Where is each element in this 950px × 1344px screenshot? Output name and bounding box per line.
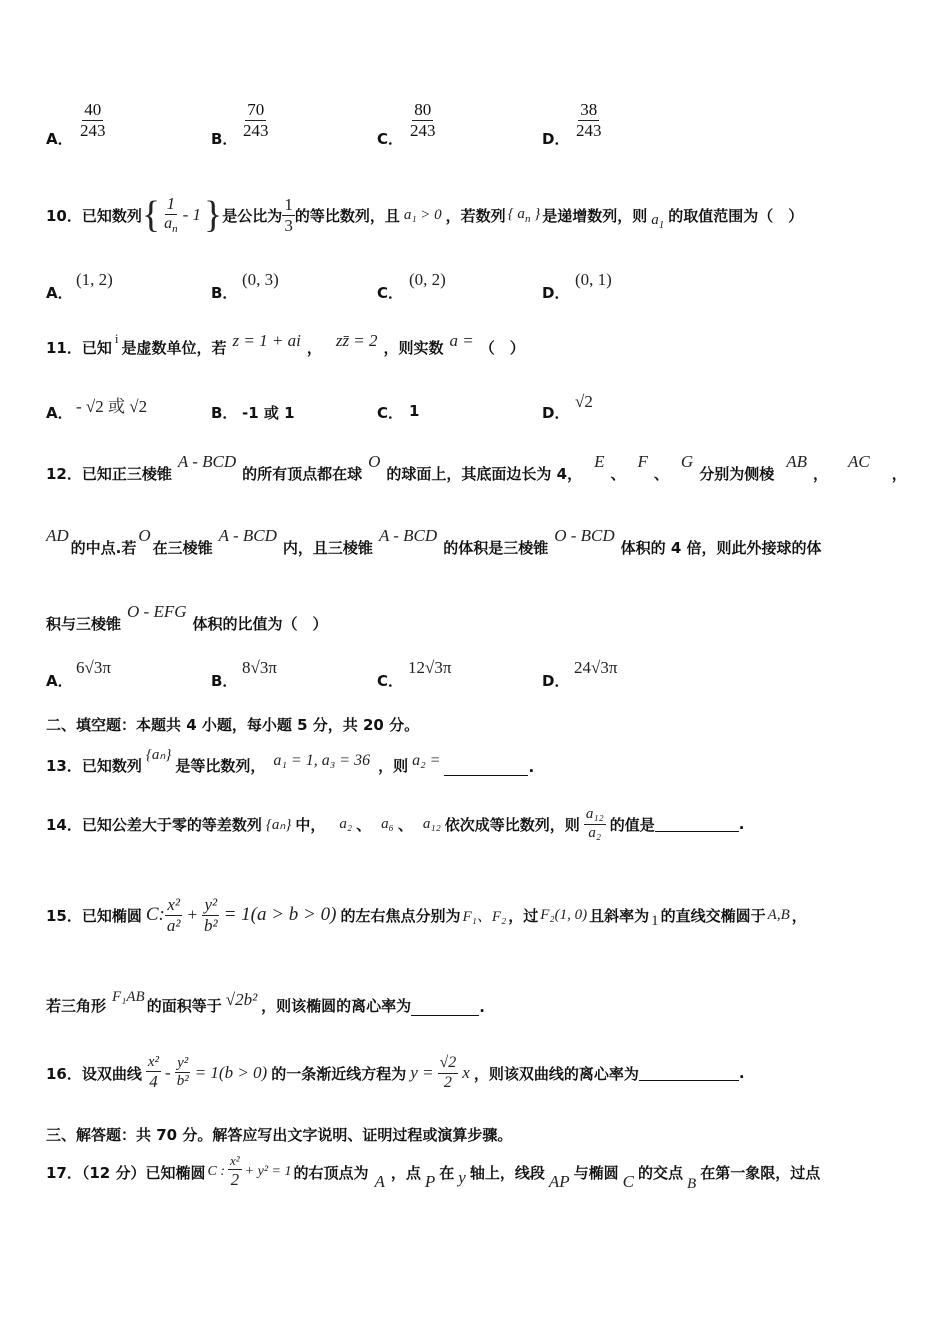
q13-answer-blank[interactable]: [444, 761, 528, 776]
q15-answer-blank[interactable]: [411, 1001, 479, 1016]
q17-text-2: 的右顶点为: [293, 1163, 369, 1182]
q12-option-d-label: D．: [542, 672, 570, 690]
q10-a1: $a_1$: [651, 211, 665, 231]
q9-option-d-label: D．: [542, 130, 570, 148]
q13-text-3: ，则: [378, 757, 409, 775]
q10-option-a-label: A．: [46, 284, 73, 302]
q12-text-2c: 内，且三棱锥: [282, 539, 373, 557]
q16-answer-blank[interactable]: [639, 1066, 739, 1081]
q17-text-3: ，点: [390, 1163, 421, 1182]
q12-option-a-value: 6√3π: [76, 658, 111, 677]
q10-option-b-label: B．: [211, 284, 238, 302]
q12-line-1: [46, 448, 907, 484]
q12-edge-ad: AD: [46, 526, 69, 545]
q16-text-3: ，则该双曲线的离心率为: [473, 1064, 639, 1083]
q12-edge-ac: AC: [848, 452, 870, 471]
q11-option-c-label: C．: [377, 404, 404, 422]
q11-text-5: （ ）: [479, 338, 525, 357]
q9-option-b-fraction: $\frac{70}{243}$: [243, 100, 269, 140]
q9-option-a-fraction: $\frac{40}{243}$: [80, 100, 106, 140]
q10-sequence-an: { $a_n$ }: [507, 205, 541, 225]
q10-text-2: 是公比为: [222, 206, 283, 225]
q14-text-3: 、: [356, 815, 372, 834]
q15-text-4: 且斜率为: [589, 906, 650, 925]
q13-ask: a₂ =: [412, 752, 441, 769]
q15-triangle: F₁AB: [112, 989, 145, 1005]
q9-option-b-label: B．: [211, 130, 238, 148]
q12-point-f: F: [637, 452, 648, 471]
q12-text-1c: 的球面上，其底面边长为 4，: [386, 465, 583, 483]
q12-point-e: E: [594, 452, 605, 471]
q10-condition: a₁ > 0: [403, 206, 442, 223]
q17-point-a: A: [374, 1172, 385, 1191]
q15-text-2c: ，则该椭圆的离心率为: [261, 997, 412, 1015]
q14-a12: a₁₂: [422, 815, 441, 832]
q16-stem: [46, 1042, 745, 1104]
q13-text-1: 13．已知数列: [46, 757, 142, 775]
q12-text-1h: ，: [891, 465, 907, 483]
q12-line-3: [46, 598, 328, 634]
q11-text-3: ，: [306, 338, 322, 357]
q10-sequence-expr: { $\frac{1}{a_n}$ - 1 }: [141, 194, 223, 236]
q12-pyramid: A - BCD: [177, 452, 237, 471]
q15-text-2b: 的面积等于: [146, 997, 222, 1015]
q17-text-7: 的交点: [638, 1163, 684, 1182]
q12-text-1d: 、: [610, 465, 626, 483]
q15-slope: 1: [651, 912, 659, 929]
q12-text-2a: 的中点.若: [70, 539, 137, 557]
q11-option-c-value: 1: [409, 402, 420, 420]
q10-text-6: 的取值范围为（ ）: [668, 206, 804, 225]
q15-text-6: ，: [791, 906, 807, 925]
q12-option-b-value: 8√3π: [242, 658, 277, 677]
q12-text-1e: 、: [653, 465, 669, 483]
q16-text-4: .: [738, 1064, 745, 1082]
q14-a2: a₂: [339, 815, 353, 832]
q11-option-d-label: D．: [542, 404, 570, 422]
q15-text-2: 的左右焦点分别为: [340, 906, 461, 925]
q15-text-3: ，过: [508, 906, 539, 925]
q17-text-6: 与椭圆: [573, 1163, 619, 1182]
q14-text-7: .: [738, 815, 745, 833]
q15-text-5: 的直线交椭圆于: [660, 906, 766, 925]
q10-text-4: ，若数列: [445, 206, 506, 225]
q14-text-4: 、: [397, 815, 413, 834]
q12-text-1a: 12．已知正三棱锥: [46, 465, 172, 483]
q11-option-b-label: B．: [211, 404, 238, 422]
q17-text-5: 轴上，线段: [469, 1163, 545, 1182]
q11-option-b-value: -1 或 1: [242, 404, 295, 422]
q11-zz-expr: zz̄ = 2: [335, 331, 378, 350]
q11-option-a-value: - √2 或 √2: [76, 397, 148, 416]
q14-text-2: 中，: [295, 815, 326, 834]
q15-line-2: [46, 980, 485, 1016]
q12-pyramid-3: A - BCD: [378, 526, 438, 545]
q11-option-d-value: √2: [575, 392, 593, 411]
q15-text-1: 15．已知椭圆: [46, 906, 142, 925]
q17-ellipse-c: C: [622, 1172, 634, 1191]
q11-imag-unit: i: [114, 331, 119, 346]
q11-text-4: ，则实数: [383, 338, 444, 357]
q16-text-2: 的一条渐近线方程为: [271, 1064, 407, 1083]
q11-a-expr: a =: [449, 331, 474, 350]
q16-asymptote-eq: y = $\frac{√2}{2}$ x: [410, 1054, 470, 1091]
q12-pyramid-obcd: O - BCD: [554, 526, 615, 545]
q12-text-3b: 体积的比值为（ ）: [192, 615, 328, 633]
q13-text-2: 是等比数列，: [175, 757, 266, 775]
q12-text-1f: 分别为侧棱: [699, 465, 775, 483]
q10-option-a-value: (1, 2): [76, 270, 113, 289]
q12-option-c-label: C．: [377, 672, 404, 690]
q14-text-1: 14．已知公差大于零的等差数列: [46, 815, 262, 834]
q17-point-b: B: [687, 1175, 697, 1192]
q17-text-8: 在第一象限，过点: [700, 1163, 821, 1182]
section-2-heading: 二、填空题：本题共 4 小题，每小题 5 分，共 20 分。: [46, 716, 420, 734]
q11-text-1: 11．已知: [46, 338, 112, 357]
q11-text-2: 是虚数单位，若: [121, 338, 227, 357]
q14-text-6: 的值是: [609, 815, 655, 834]
q12-text-1g: ，: [812, 465, 828, 483]
q11-option-a-label: A．: [46, 404, 73, 422]
q17-point-p: P: [424, 1172, 436, 1191]
q17-stem: [46, 1148, 820, 1196]
q9-option-d-fraction: $\frac{38}{243}$: [576, 100, 602, 140]
q10-option-c-label: C．: [377, 284, 404, 302]
q15-line-1: [46, 884, 807, 946]
q10-option-d-label: D．: [542, 284, 570, 302]
q12-text-1b: 的所有顶点都在球: [242, 465, 363, 483]
q15-text-2d: .: [479, 998, 485, 1016]
q14-stem: [46, 798, 744, 850]
q14-text-5: 依次成等比数列，则: [444, 815, 580, 834]
q15-foci: F₁、F₂: [462, 908, 507, 925]
q10-stem: [46, 190, 803, 240]
q10-option-d-value: (0, 1): [575, 270, 612, 289]
q16-text-1: 16．设双曲线: [46, 1064, 142, 1083]
q10-ratio-fraction: $\frac{1}{3}$: [284, 194, 293, 235]
q10-options: [46, 270, 746, 300]
q11-z-expr: z = 1 + ai: [232, 331, 301, 350]
q15-area: √2b²: [225, 990, 258, 1009]
q12-option-c-value: 12√3π: [408, 658, 452, 677]
q13-text-4: .: [528, 758, 535, 776]
q12-pyramid-2: A - BCD: [218, 526, 277, 545]
q10-text-1: 10．已知数列: [46, 206, 142, 225]
q12-pyramid-oefg: O - EFG: [127, 602, 187, 621]
q17-ellipse-eq: C : $\frac{\text{x²}}{2}$ + y² = 1: [207, 1153, 292, 1190]
q12-options: [46, 658, 746, 688]
q12-text-2e: 体积的 4 倍，则此外接球的体: [620, 539, 822, 557]
q17-text-4: 在: [439, 1163, 455, 1182]
q12-text-2d: 的体积是三棱锥: [443, 539, 549, 557]
q12-text-2b: 在三棱锥: [152, 539, 213, 557]
q14-answer-blank[interactable]: [655, 817, 739, 832]
q12-line-2: [46, 522, 822, 558]
q17-y-axis: y: [458, 1168, 466, 1187]
section-3-heading: 三、解答题：共 70 分。解答应写出文字说明、证明过程或演算步骤。: [46, 1126, 513, 1144]
q14-sequence: {aₙ}: [265, 816, 292, 833]
q12-sphere-o: O: [368, 452, 381, 471]
q13-stem: [46, 740, 534, 776]
q15-f2-point: F₂(1, 0): [540, 906, 588, 923]
q11-stem: [46, 332, 525, 362]
q10-text-5: 是递增数列，则: [542, 206, 648, 225]
q14-a6: a₆: [381, 815, 394, 832]
q9-option-c-fraction: $\frac{80}{243}$: [410, 100, 436, 140]
q10-option-b-value: (0, 3): [242, 270, 279, 289]
q14-ratio-fraction: $\frac{\text{a₁₂}}{\text{a₂}}$: [585, 806, 604, 841]
q12-point-o: O: [138, 526, 151, 545]
q17-text-1: 17．（12 分）已知椭圆: [46, 1163, 206, 1182]
q11-options: [46, 392, 746, 422]
q9-option-c-label: C．: [377, 130, 404, 148]
q12-point-g: G: [680, 452, 694, 471]
q12-text-3a: 积与三棱锥: [46, 615, 122, 633]
q15-text-2a: 若三角形: [46, 997, 107, 1015]
q10-option-c-value: (0, 2): [409, 270, 446, 289]
q12-option-d-value: 24√3π: [574, 658, 618, 677]
q17-segment-ap: AP: [548, 1172, 570, 1191]
q10-text-3: 的等比数列，且: [294, 206, 400, 225]
q13-condition: a₁ = 1, a₃ = 36: [273, 752, 371, 769]
q15-ellipse-eq: C: $\frac{\text{x²}}{\text{a²}}$ + $\frac{\text{y²}}{\text{b²}}$ = 1(a > b > 0): [145, 894, 337, 935]
q13-sequence: {aₙ}: [145, 747, 172, 763]
q15-points-ab: A,B: [767, 906, 790, 923]
q12-option-a-label: A．: [46, 672, 73, 690]
q12-edge-ab: AB: [786, 452, 807, 471]
q9-option-a-label: A．: [46, 130, 73, 148]
q12-option-b-label: B．: [211, 672, 238, 690]
q16-hyperbola-eq: $\frac{\text{x²}}{4}$ - $\frac{\text{y²}}{\text{b²}}$ = 1(b > 0): [147, 1054, 268, 1092]
